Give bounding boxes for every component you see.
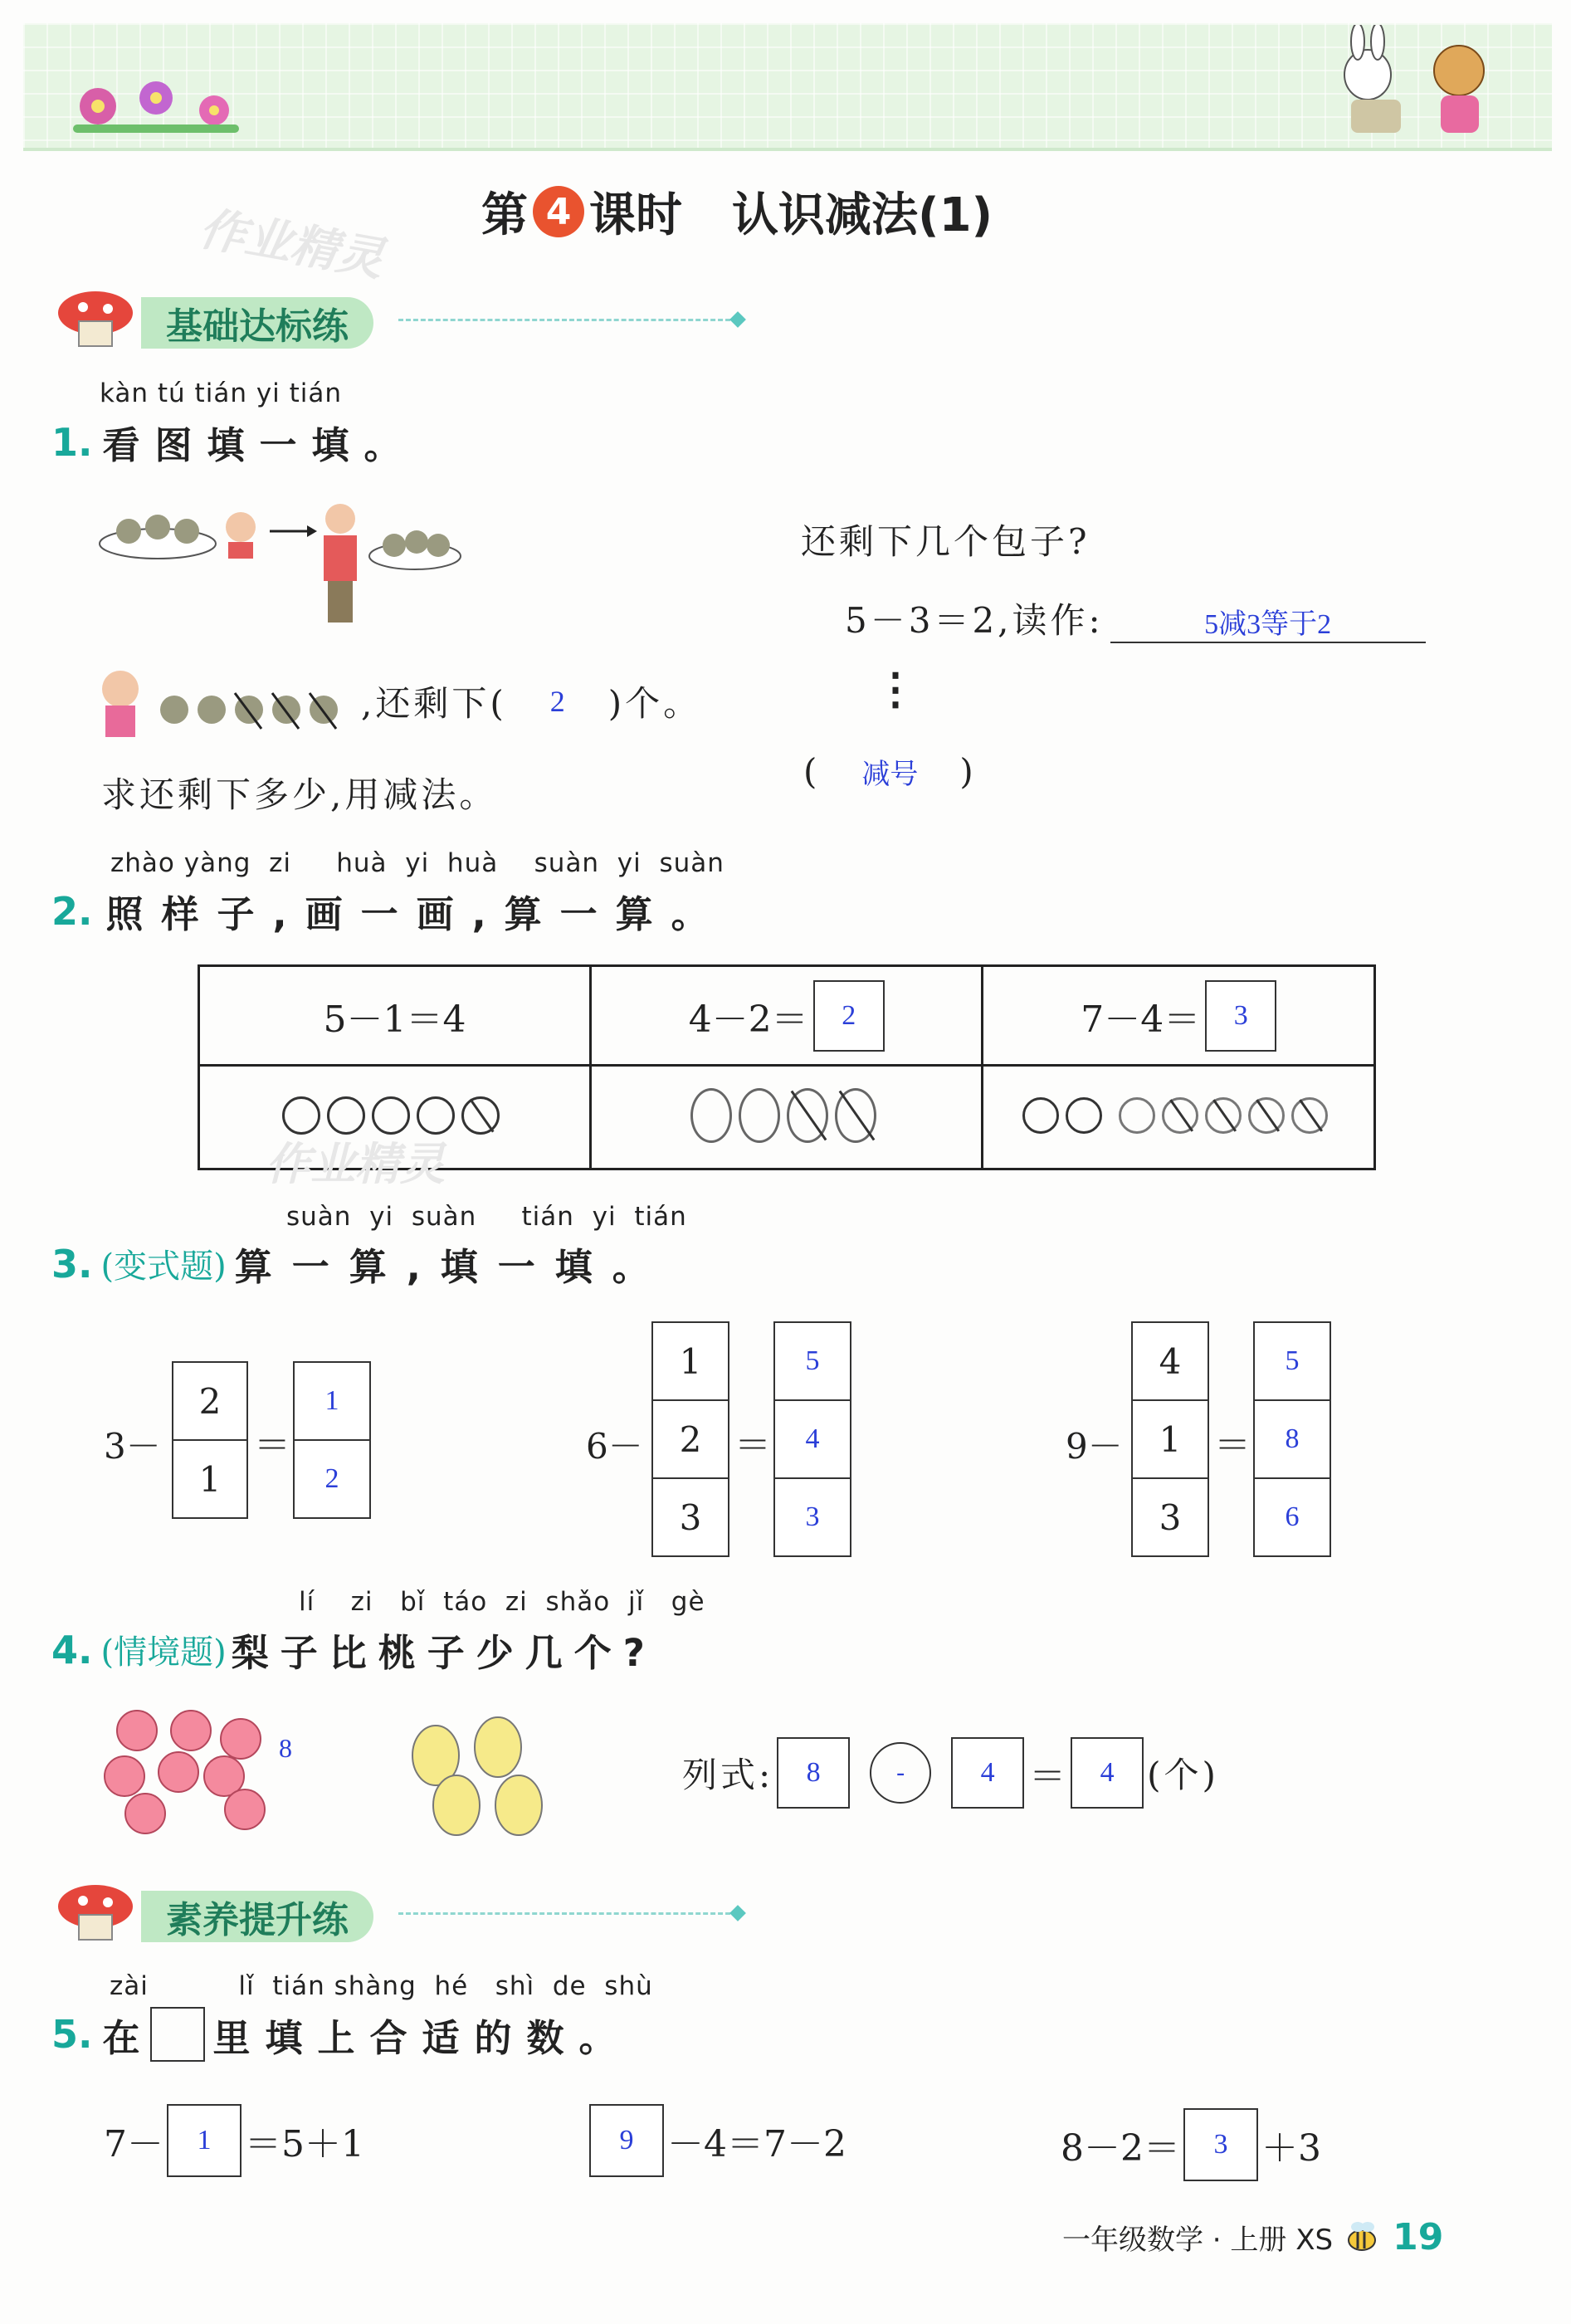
- page-number: 19: [1393, 2216, 1444, 2258]
- q2-number: 2.: [51, 888, 93, 934]
- q3-g1-lead: 3－: [104, 1426, 161, 1467]
- q2-cell-1: 5－1＝4: [199, 966, 591, 1066]
- q3-text: 算一算,填一填。: [234, 1245, 670, 1289]
- q5-answer-3[interactable]: 3: [1183, 2108, 1258, 2181]
- q3-g2-sub-1: 1: [651, 1321, 729, 1401]
- peach-count-note: 8: [279, 1733, 292, 1763]
- q5-inline-box: [150, 2007, 205, 2062]
- q2-text: 照样子,画一画,算一算。: [105, 892, 727, 936]
- q2-answer-box-2[interactable]: 3: [1205, 980, 1276, 1052]
- q2-answer-box-1[interactable]: 2: [813, 980, 885, 1052]
- q3-g3-answer-3[interactable]: 6: [1253, 1477, 1331, 1557]
- q1-question: 还剩下几个包子?: [801, 521, 1090, 562]
- q3-g2-answer-3[interactable]: 3: [773, 1477, 851, 1557]
- q3-number: 3.: [51, 1241, 93, 1286]
- q4-box-a[interactable]: 8: [777, 1737, 850, 1809]
- q4-tag: (情境题): [100, 1633, 227, 1672]
- q1-remaining-line: ,还剩下( 2 )个。: [95, 664, 701, 739]
- q3-g2-lead: 6－: [586, 1426, 643, 1467]
- q3-g1-answer-1[interactable]: 1: [293, 1361, 371, 1441]
- q5-number: 5.: [51, 2012, 93, 2057]
- q2-pinyin: zhào yàng zi huà yi huà suàn yi suàn: [110, 848, 725, 878]
- q1-symbol-line: ( 减号 ): [803, 751, 977, 792]
- q3-g3-sub-3: 3: [1131, 1477, 1209, 1557]
- q3-tag: (变式题): [100, 1247, 227, 1286]
- q3-header: [51, 1237, 670, 1291]
- flowers-illustration: [56, 73, 256, 148]
- peaches-illustration: [100, 1706, 290, 1838]
- divider: [398, 319, 730, 321]
- q2-cell-3: 7－4＝ 3: [983, 966, 1375, 1066]
- q4-box-result[interactable]: 4: [1071, 1737, 1144, 1809]
- mushroom-house-icon: [50, 1877, 141, 1944]
- q4-pinyin: lí zi bǐ táo zi shǎo jǐ gè: [299, 1587, 705, 1617]
- q3-g1-sub-2: 1: [172, 1439, 248, 1519]
- q3-g3-sub-2: 1: [1131, 1399, 1209, 1479]
- animals-illustration: [1318, 25, 1525, 141]
- q3-g3-answer-2[interactable]: 8: [1253, 1399, 1331, 1479]
- divider-dot: [729, 311, 746, 328]
- section-basic-label: 基础达标练: [141, 297, 373, 349]
- buns-transfer-illustration: [91, 494, 465, 635]
- q1-symbol-answer: 减号: [861, 759, 919, 790]
- header-banner: [23, 23, 1552, 151]
- q3-g3-sub-1: 4: [1131, 1321, 1209, 1401]
- divider-dot: [729, 1905, 746, 1921]
- q3-g2-answer-1[interactable]: 5: [773, 1321, 851, 1401]
- q3-g2-sub-2: 2: [651, 1399, 729, 1479]
- q1-equation-line: 5－3＝2,读作: 5减3等于2: [845, 593, 1426, 643]
- q3-pinyin: suàn yi suàn tián yi tián: [286, 1202, 687, 1232]
- q5-header: 5. 在 里填上合适的数。: [51, 2007, 632, 2062]
- vertical-dots: ⋮: [874, 664, 917, 715]
- footer: [1062, 2216, 1443, 2258]
- pears-illustration: [403, 1706, 560, 1843]
- q5-eq-3: 8－2＝ 3 ＋3: [1061, 2108, 1321, 2181]
- q5-pinyin: zài lǐ tián shàng hé shì de shù: [110, 1971, 653, 2001]
- q2-cell-2: 4－2＝ 2: [590, 966, 983, 1066]
- watermark-2: 作业精灵: [266, 1138, 445, 1190]
- mushroom-house-icon: [50, 284, 141, 350]
- lesson-title: 第 4 课时 认识减法(1): [481, 178, 993, 245]
- q1-number: 1.: [51, 419, 93, 465]
- q4-text: 梨子比桃子少几个?: [231, 1631, 656, 1675]
- section-advanced-label: 素养提升练: [141, 1891, 373, 1942]
- q5-answer-1[interactable]: 1: [167, 2104, 242, 2177]
- section-basic: [50, 290, 755, 350]
- q1-pinyin: kàn tú tián yi tián: [100, 378, 343, 408]
- lesson-number-badge: 4: [533, 186, 584, 237]
- section-advanced: [50, 1884, 755, 1944]
- footer-text: 一年级数学 · 上册 XS: [1062, 2224, 1334, 2257]
- q1-header: [51, 415, 417, 469]
- bee-icon: [1341, 2217, 1383, 2258]
- q3-g3-lead: 9－: [1066, 1426, 1123, 1467]
- q4-header: [51, 1623, 656, 1677]
- q1-remaining-answer: 2: [549, 685, 565, 718]
- q1-read-answer-field: 5减3等于2: [1110, 601, 1426, 643]
- q5-answer-2[interactable]: 9: [589, 2104, 664, 2177]
- q5-eq-2: 9 －4＝7－2: [589, 2104, 846, 2177]
- q4-box-b[interactable]: 4: [951, 1737, 1024, 1809]
- q2-circles-3: [983, 1066, 1375, 1169]
- q4-operator-circle[interactable]: -: [870, 1742, 931, 1804]
- q3-g1-sub-1: 2: [172, 1361, 248, 1441]
- q4-formula: 列式: 8 - 4 ＝ 4 (个): [682, 1737, 1219, 1809]
- q3-g2-answer-2[interactable]: 4: [773, 1399, 851, 1479]
- q1-text: 看图填一填。: [102, 423, 417, 467]
- q1-method: 求还剩下多少,用减法。: [101, 774, 498, 815]
- q5-eq-1: 7－ 1 ＝5＋1: [104, 2104, 364, 2177]
- buns-crossed-illustration: [95, 664, 361, 739]
- q3-g3-answer-1[interactable]: 5: [1253, 1321, 1331, 1401]
- q3-g2-sub-3: 3: [651, 1477, 729, 1557]
- watermark: 作业精灵: [195, 201, 388, 287]
- q3-g1-answer-2[interactable]: 2: [293, 1439, 371, 1519]
- q2-header: [51, 884, 727, 938]
- divider: [398, 1912, 730, 1915]
- q2-circles-2: [590, 1066, 983, 1169]
- q4-number: 4.: [51, 1627, 93, 1672]
